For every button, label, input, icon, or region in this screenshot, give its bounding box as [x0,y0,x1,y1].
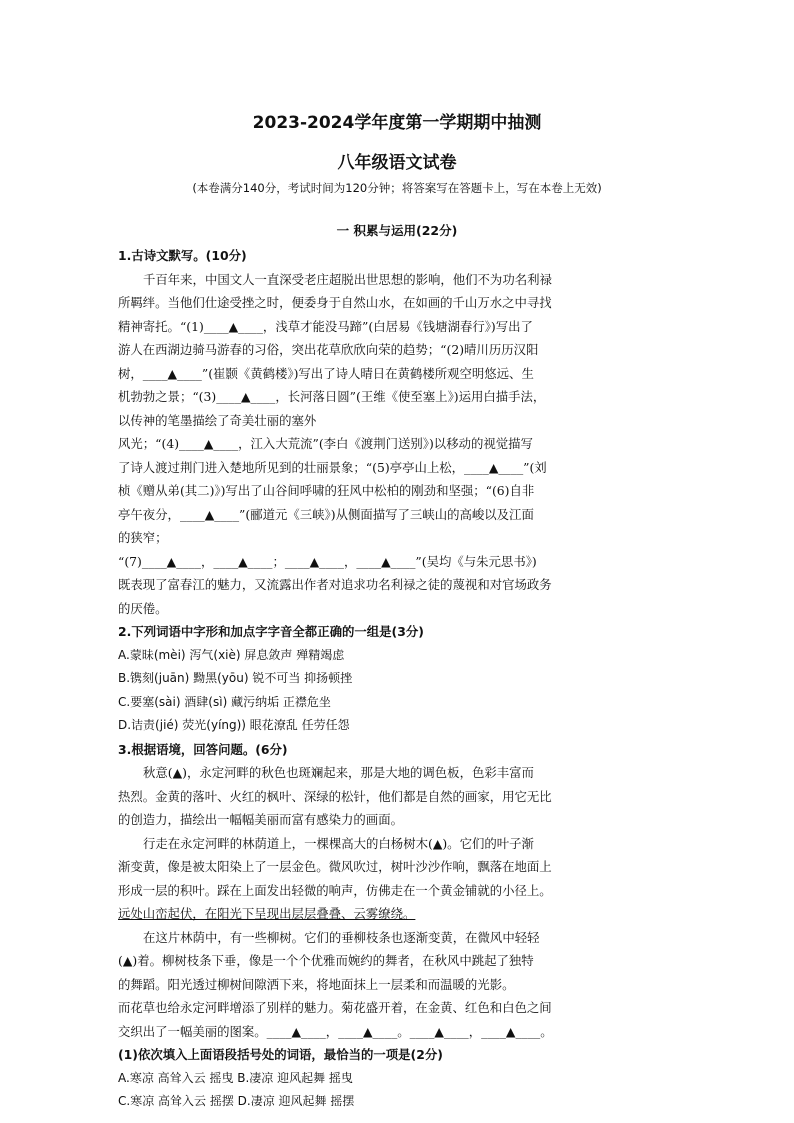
q1-line: 千百年来，中国文人一直深受老庄超脱出世思想的影响，他们不为功名利禄 [143,271,552,287]
q3-paragraph-line: 热烈。金黄的落叶、火红的枫叶、深绿的松针，他们都是自然的画家，用它无比 [118,788,552,804]
q3-underlined-sentence: 远处山峦起伏，在阳光下呈现出层层叠叠、云雾缭绕。 [118,906,416,921]
q3-sub1-options-cd: C.寒凉 高耸入云 摇摆 D.凄凉 迎风起舞 摇摆 [118,1094,355,1108]
q2-option-b: B.镌刻(juān) 黝黑(yōu) 锐不可当 抑扬顿挫 [118,671,353,685]
q1-line: 机勃勃之景；“(3)____▲____，长河落日圆”(王维《使至塞上》)运用白描手法， [118,389,546,404]
q2-option-d: D.诘责(jié) 荧光(yíng)) 眼花潦乱 任劳任怨 [118,718,350,732]
q3-paragraph-line: (▲)着。柳树枝条下垂，像是一个个优雅而婉约的舞者，在秋风中跳起了独特 [118,953,534,968]
q1-line: 的狭窄； [118,530,168,545]
q3-paragraph-line: 的创造力，描绘出一幅幅美丽而富有感染力的画面。 [118,812,403,827]
q2-option-a: A.蒙昧(mèi) 泻气(xiè) 屏息敛声 殚精竭虑 [118,647,345,662]
exam-content [118,244,678,1114]
q3-paragraph-line: 在这片林荫中，有一些柳树。它们的垂柳枝条也逐渐变黄，在微风中轻轻 [143,929,540,945]
exam-note: (本卷满分140分，考试时间为120分钟；将答案写在答题卡上，写在本卷上无效) [192,181,602,195]
q3-paragraph-line: 的舞蹈。阳光透过柳树间隙洒下来，将地面抹上一层柔和而温暖的光影。 [118,976,515,992]
q1-line: 以传神的笔墨描绘了奇美壮丽的塞外 [118,412,317,428]
q2-option-c: C.要塞(sài) 酒肆(sì) 藏污纳垢 正襟危坐 [118,694,331,709]
q3-paragraph-line: 而花草也给永定河畔增添了别样的魅力。菊花盛开着，在金黄、红色和白色之间 [118,1000,552,1015]
q1-line: 亭午夜分，____▲____”(郦道元《三峡》)从侧面描写了三峡山的高峻以及江面 [118,506,534,522]
exam-subtitle: 八年级语文试卷 [337,153,457,173]
q1-line: 桢《赠从弟(其二)》)写出了山谷间呼啸的狂风中松柏的刚劲和坚强；“(6)自非 [118,483,535,498]
q3-paragraph-line: 渐变黄，像是被太阳染上了一层金色。微风吹过，树叶沙沙作响，飘落在地面上 [118,859,552,874]
q1-line: 所羁绊。当他们仕途受挫之时，便委身于自然山水，在如画的千山万水之中寻找 [118,295,552,310]
q1-line: 了诗人渡过荆门进入楚地所见到的壮丽景象；“(5)亭亭山上松，____▲____”(刘 [118,459,547,475]
q3-paragraph-line: 行走在永定河畔的林荫道上，一棵棵高大的白杨树木(▲)。它们的叶子渐 [143,835,534,851]
q1-line: “(7)____▲____，____▲____；____▲____，____▲____”(吴均《与朱元思书》) [118,553,537,569]
q1-line: 游人在西湖边骑马游春的习俗，突出花草欣欣向荣的趋势；“(2)晴川历历汉阳 [118,342,539,357]
q3-sub1-options-ab: A.寒凉 高耸入云 摇曳 B.凄凉 迎风起舞 摇曳 [118,1070,353,1085]
q1-line: 树，____▲____”(崔颢《黄鹤楼》)写出了诗人晴日在黄鹤楼所观空明悠远、生 [118,365,534,381]
q1-line: 的厌倦。 [118,600,168,616]
q3-paragraph-line: 秋意(▲)，永定河畔的秋色也斑斓起来，那是大地的调色板，色彩丰富而 [143,765,534,780]
exam-title: 2023-2024学年度第一学期期中抽测 [252,113,542,133]
q3-paragraph-line: 交织出了一幅美丽的图案。____▲____，____▲____。____▲____，____▲____。 [118,1023,553,1039]
q3-paragraph-line: 形成一层的积叶。踩在上面发出轻微的响声，仿佛走在一个黄金铺就的小径上。 [118,882,552,898]
question-3-heading: 3.根据语境，回答问题。(6分) [118,741,288,757]
q1-line: 风光；“(4)____▲____，江入大荒流”(李白《渡荆门送别》)以移动的视觉描写 [118,436,533,451]
section-title: 一 积累与运用(22分) [336,223,458,238]
q1-line: 既表现了富春江的魅力，又流露出作者对追求功名利禄之徒的蔑视和对官场政务 [118,577,552,592]
question-2-heading: 2.下列词语中字形和加点字字音全都正确的一组是(3分) [118,624,424,639]
question-1-heading: 1.古诗文默写。(10分) [118,248,247,263]
q1-line: 精神寄托。“(1)____▲____，浅草才能没马蹄”(白居易《钱塘湖春行》)写出了 [118,318,533,334]
q3-sub1-heading: (1)依次填入上面语段括号处的词语，最恰当的一项是(2分) [118,1047,443,1062]
